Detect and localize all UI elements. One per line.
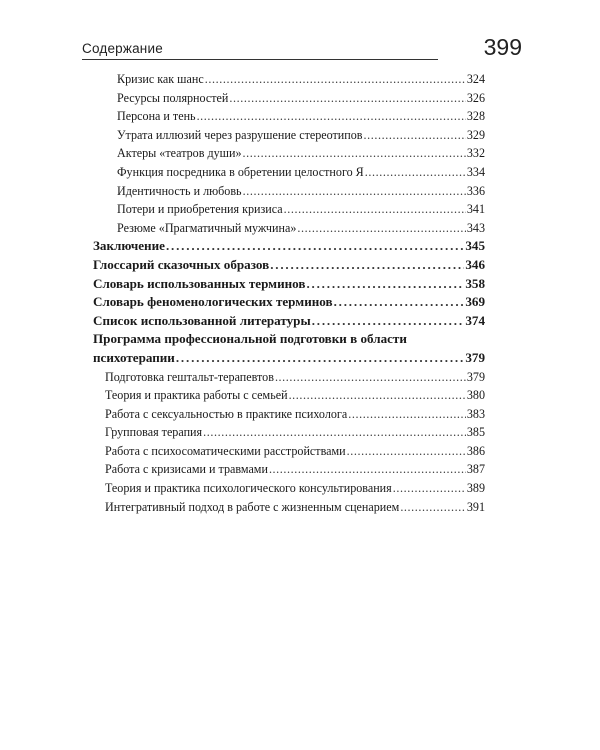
page-number: 399 (483, 34, 522, 60)
toc-entry-title: Идентичность и любовь (117, 183, 242, 198)
toc-leader-dots (205, 70, 466, 89)
toc-leader-dots (176, 349, 465, 368)
toc-entry-title: Резюме «Прагматичный мужчина» (117, 220, 297, 235)
toc-leader-dots (289, 386, 466, 405)
toc-entry-page: 386 (466, 443, 485, 458)
header-rule (82, 59, 438, 60)
toc-program-title-line2[interactable] (93, 349, 485, 368)
toc-entry-page: 374 (465, 312, 485, 328)
toc-entry-page: 379 (466, 369, 485, 384)
toc-entry-page: 346 (465, 256, 485, 272)
toc-entry-page: 358 (465, 275, 485, 291)
toc-main-entry[interactable] (93, 256, 485, 275)
toc-entry[interactable] (93, 498, 485, 517)
page-header (82, 28, 522, 62)
toc-entry-title: Интегративный подход в работе с жизненным сценарием (105, 499, 400, 514)
toc-entry-title: Функция посредника в обретении целостного Я (117, 164, 364, 179)
toc-main-entry[interactable] (93, 237, 485, 256)
toc-entry[interactable] (93, 368, 485, 387)
toc-main-entry[interactable] (93, 312, 485, 331)
toc-entry-title: Глоссарий сказочных образов (93, 256, 270, 272)
table-of-contents (93, 70, 485, 516)
toc-leader-dots (203, 423, 466, 442)
toc-leader-dots (306, 275, 464, 294)
toc-leader-dots (347, 442, 466, 461)
toc-main-entry[interactable] (93, 275, 485, 294)
toc-entry-page: 341 (466, 202, 485, 217)
toc-entry-page: 379 (465, 349, 485, 365)
toc-entry[interactable] (93, 460, 485, 479)
toc-entry[interactable] (93, 126, 485, 145)
toc-entry-title: Ресурсы полярностей (117, 90, 229, 105)
toc-leader-dots (269, 460, 466, 479)
toc-entry-title: Словарь феноменологических терминов (93, 294, 333, 310)
toc-entry[interactable] (93, 200, 485, 219)
toc-leader-dots (197, 107, 466, 126)
toc-leader-dots (312, 312, 465, 331)
toc-main-entry[interactable] (93, 293, 485, 312)
toc-entry-title: Словарь использованных терминов (93, 275, 306, 291)
toc-entry-title: Потери и приобретения кризиса (117, 202, 283, 217)
toc-entry-title: Кризис как шанс (117, 72, 204, 86)
toc-leader-dots (270, 256, 464, 275)
toc-leader-dots (400, 498, 466, 517)
toc-entry-page: 324 (466, 72, 485, 86)
toc-leader-dots (243, 144, 466, 163)
toc-entry-page: 383 (466, 406, 485, 421)
toc-entry-page: 326 (466, 90, 485, 105)
toc-entry-page: 345 (465, 238, 485, 254)
toc-leader-dots (229, 89, 465, 108)
toc-leader-dots (275, 368, 466, 387)
toc-entry[interactable] (93, 107, 485, 126)
toc-entry-page: 385 (466, 425, 485, 440)
toc-entry[interactable] (93, 219, 485, 238)
toc-entry[interactable] (93, 442, 485, 461)
toc-entry-title: Утрата иллюзий через разрушение стереотипов (117, 127, 363, 142)
toc-entry[interactable] (93, 144, 485, 163)
toc-entry-page: 389 (466, 481, 485, 496)
toc-entry[interactable] (93, 423, 485, 442)
toc-entry[interactable] (93, 89, 485, 108)
toc-entry-title: Заключение (93, 238, 165, 254)
toc-entry-page: 343 (466, 220, 485, 235)
toc-entry-page: 391 (466, 499, 485, 514)
toc-entry[interactable] (93, 163, 485, 182)
toc-entry-title: Теория и практика работы с семьей (105, 388, 288, 403)
toc-entry-page: 387 (466, 462, 485, 477)
toc-entry[interactable] (93, 386, 485, 405)
toc-entry-title: Работа с кризисами и травмами (105, 462, 268, 477)
toc-entry-title: Подготовка гештальт-терапевтов (105, 369, 274, 384)
toc-entry-page: 329 (466, 127, 485, 142)
toc-entry[interactable] (93, 182, 485, 201)
toc-entry[interactable] (93, 70, 485, 89)
toc-entry-page: 380 (466, 388, 485, 403)
toc-entry-page: 334 (466, 164, 485, 179)
toc-entry-page: 328 (466, 109, 485, 124)
toc-entry[interactable] (93, 479, 485, 498)
toc-entry-page: 332 (466, 146, 485, 161)
toc-leader-dots (364, 126, 466, 145)
toc-entry-title: Персона и тень (117, 109, 196, 124)
toc-entry[interactable] (93, 405, 485, 424)
toc-entry-title: Теория и практика психологического консультирования (105, 481, 392, 496)
toc-entry-title: Групповая терапия (105, 425, 203, 440)
toc-leader-dots (284, 200, 466, 219)
toc-leader-dots (243, 182, 466, 201)
toc-leader-dots (393, 479, 466, 498)
toc-entry-title: психотерапии (93, 349, 175, 365)
toc-entry-title: Программа профессиональной подготовки в области (93, 331, 407, 347)
toc-leader-dots (334, 293, 465, 312)
toc-leader-dots (166, 237, 464, 256)
toc-entry-title: Актеры «театров души» (117, 146, 242, 161)
toc-entry-title: Работа с психосоматическими расстройствами (105, 443, 346, 458)
toc-leader-dots (297, 219, 465, 238)
toc-leader-dots (365, 163, 466, 182)
toc-program-title-line1[interactable] (93, 330, 485, 349)
toc-entry-title: Список использованной литературы (93, 312, 311, 328)
toc-entry-title: Работа с сексуальностью в практике психолога (105, 406, 348, 421)
toc-entry-page: 369 (465, 294, 485, 310)
toc-leader-dots (348, 405, 466, 424)
toc-entry-page: 336 (466, 183, 485, 198)
running-head-title: Содержание (82, 41, 163, 56)
